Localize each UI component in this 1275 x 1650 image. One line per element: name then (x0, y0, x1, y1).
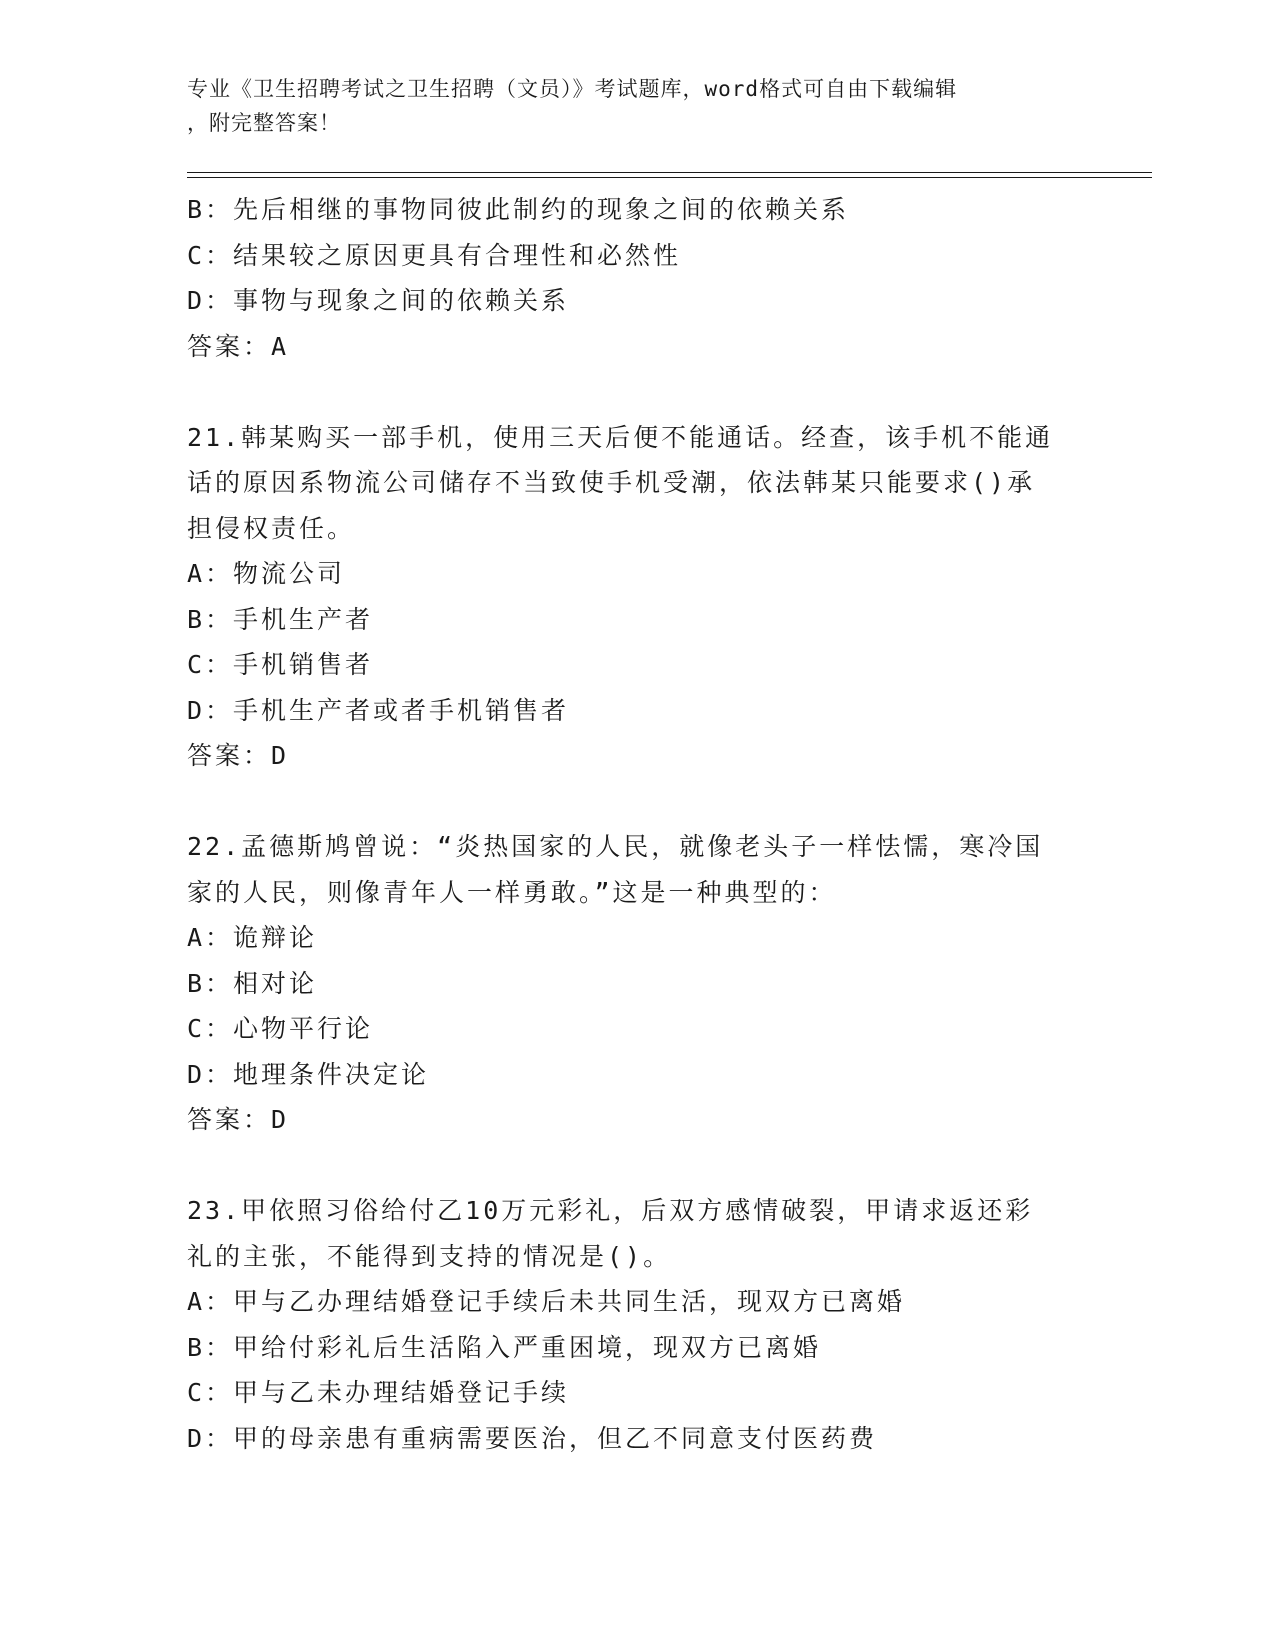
question-stem: 担侵权责任。 (187, 513, 356, 543)
option-b: B：甲给付彩礼后生活陷入严重困境，现双方已离婚 (187, 1332, 822, 1362)
question-block-21 (187, 415, 1087, 779)
header-divider-top (187, 172, 1152, 173)
option-c: C：结果较之原因更具有合理性和必然性 (187, 240, 682, 270)
answer-line: 答案：A (187, 331, 290, 361)
answer-line: 答案：D (187, 741, 290, 770)
header-title-line: 专业《卫生招聘考试之卫生招聘（文员）》考试题库，word格式可自由下载编辑 (187, 77, 958, 101)
option-b: B：先后相继的事物同彼此制约的现象之间的依赖关系 (187, 195, 850, 224)
question-stem: 家的人民，则像青年人一样勇敢。”这是一种典型的： (187, 877, 837, 907)
question-list (187, 187, 1087, 1461)
option-d: D：甲的母亲患有重病需要医治，但乙不同意支付医药费 (187, 1423, 878, 1453)
option-d: D：手机生产者或者手机销售者 (187, 695, 570, 725)
option-a: A：诡辩论 (187, 923, 318, 952)
option-c: C：手机销售者 (187, 650, 374, 679)
question-block-23 (187, 1188, 1087, 1461)
option-d: D：地理条件决定论 (187, 1059, 430, 1089)
document-header (187, 72, 1067, 140)
option-b: B：相对论 (187, 968, 318, 998)
option-c: C：心物平行论 (187, 1014, 374, 1043)
question-stem: 22.孟德斯鸠曾说：“炎热国家的人民，就像老头子一样怯懦，寒冷国 (187, 832, 1044, 861)
option-a: A：物流公司 (187, 559, 346, 588)
question-block-20 (187, 187, 1087, 369)
header-title-continuation: ，附完整答案！ (187, 111, 341, 135)
option-c: C：甲与乙未办理结婚登记手续 (187, 1378, 570, 1407)
question-block-22 (187, 824, 1087, 1143)
option-b: B：手机生产者 (187, 604, 374, 634)
option-d: D：事物与现象之间的依赖关系 (187, 286, 570, 315)
question-stem: 23.甲依照习俗给付乙10万元彩礼，后双方感情破裂，甲请求返还彩 (187, 1196, 1034, 1225)
option-a: A：甲与乙办理结婚登记手续后未共同生活，现双方已离婚 (187, 1287, 906, 1316)
answer-line: 答案：D (187, 1105, 290, 1134)
question-stem: 话的原因系物流公司储存不当致使手机受潮，依法韩某只能要求()承 (187, 468, 1036, 497)
question-stem: 礼的主张，不能得到支持的情况是()。 (187, 1241, 672, 1271)
header-divider-bottom (187, 177, 1152, 178)
question-stem: 21.韩某购买一部手机，使用三天后便不能通话。经查，该手机不能通 (187, 422, 1054, 452)
